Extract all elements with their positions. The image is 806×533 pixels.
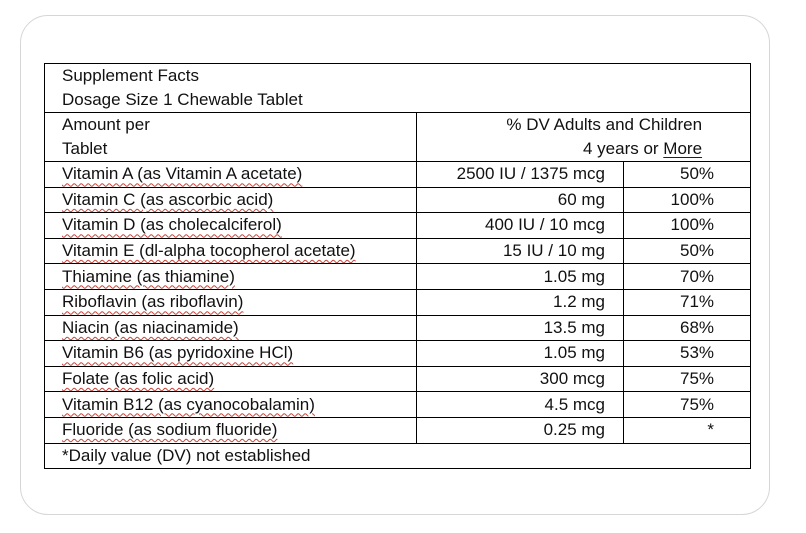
nutrient-daily-value: 68% [624,315,751,341]
nutrient-daily-value: 50% [624,162,751,188]
footnote-row [45,443,751,469]
dosage-size: Dosage Size 1 Chewable Tablet [62,90,303,109]
nutrient-name-cell [45,341,417,367]
nutrient-daily-value: 75% [624,392,751,418]
nutrient-row [45,289,751,315]
nutrient-row [45,162,751,188]
title-cell [45,64,751,113]
amount-header-line1: Amount per [62,115,150,134]
nutrient-name-cell [45,187,417,213]
dv-header-line2-prefix: 4 years or [582,139,664,158]
nutrient-name: Vitamin B6 (as pyridoxine HCl) [62,343,294,363]
nutrient-name-cell [45,264,417,290]
dv-header-line2 [421,137,702,161]
nutrient-name: Vitamin B12 (as cyanocobalamin) [62,394,315,414]
nutrient-name-cell [45,162,417,188]
nutrient-row [45,315,751,341]
nutrient-row [45,366,751,392]
nutrient-amount: 300 mcg [417,366,624,392]
nutrient-name: Vitamin A (as Vitamin A acetate) [62,164,303,184]
nutrient-name-cell [45,366,417,392]
column-header-row [45,113,751,162]
nutrient-rows [45,162,751,444]
nutrient-name: Niacin (as niacinamide) [62,317,239,337]
nutrient-daily-value: 100% [624,213,751,239]
nutrient-amount: 60 mg [417,187,624,213]
nutrient-name: Folate (as folic acid) [62,369,215,389]
nutrient-daily-value: 75% [624,366,751,392]
nutrient-name-cell [45,213,417,239]
nutrient-amount: 2500 IU / 1375 mcg [417,162,624,188]
dv-header-cell [417,113,751,162]
nutrient-daily-value: 100% [624,187,751,213]
title-row [45,64,751,113]
nutrient-name-cell [45,238,417,264]
nutrient-amount: 1.05 mg [417,264,624,290]
nutrient-amount: 13.5 mg [417,315,624,341]
nutrient-name: Fluoride (as sodium fluoride) [62,420,278,440]
nutrient-daily-value: * [624,417,751,443]
supplement-facts-table [44,63,751,469]
nutrient-amount: 0.25 mg [417,417,624,443]
nutrient-amount: 15 IU / 10 mg [417,238,624,264]
nutrient-amount: 400 IU / 10 mcg [417,213,624,239]
nutrient-daily-value: 53% [624,341,751,367]
nutrient-name-cell [45,417,417,443]
nutrient-name-cell [45,392,417,418]
nutrient-name: Riboflavin (as riboflavin) [62,292,244,312]
facts-title: Supplement Facts [62,66,200,85]
nutrient-row [45,264,751,290]
nutrient-row [45,341,751,367]
nutrient-name-cell [45,289,417,315]
nutrient-name-cell [45,315,417,341]
nutrient-name: Thiamine (as thiamine) [62,266,235,286]
nutrient-daily-value: 71% [624,289,751,315]
footnote-cell: *Daily value (DV) not established [45,443,751,469]
amount-header-cell [45,113,417,162]
nutrient-amount: 1.2 mg [417,289,624,315]
nutrient-daily-value: 50% [624,238,751,264]
nutrient-name: Vitamin C (as ascorbic acid) [62,189,274,209]
nutrient-amount: 4.5 mcg [417,392,624,418]
nutrient-row [45,213,751,239]
nutrient-row [45,187,751,213]
nutrient-row [45,238,751,264]
nutrient-name: Vitamin D (as cholecalciferol) [62,215,282,235]
amount-header-line2: Tablet [62,139,108,158]
dv-header-more: More [663,139,703,158]
nutrient-row [45,392,751,418]
dv-header-line1: % DV Adults and Children [506,115,703,134]
nutrient-row [45,417,751,443]
nutrient-name: Vitamin E (dl-alpha tocopherol acetate) [62,241,356,261]
nutrient-amount: 1.05 mg [417,341,624,367]
nutrient-daily-value: 70% [624,264,751,290]
